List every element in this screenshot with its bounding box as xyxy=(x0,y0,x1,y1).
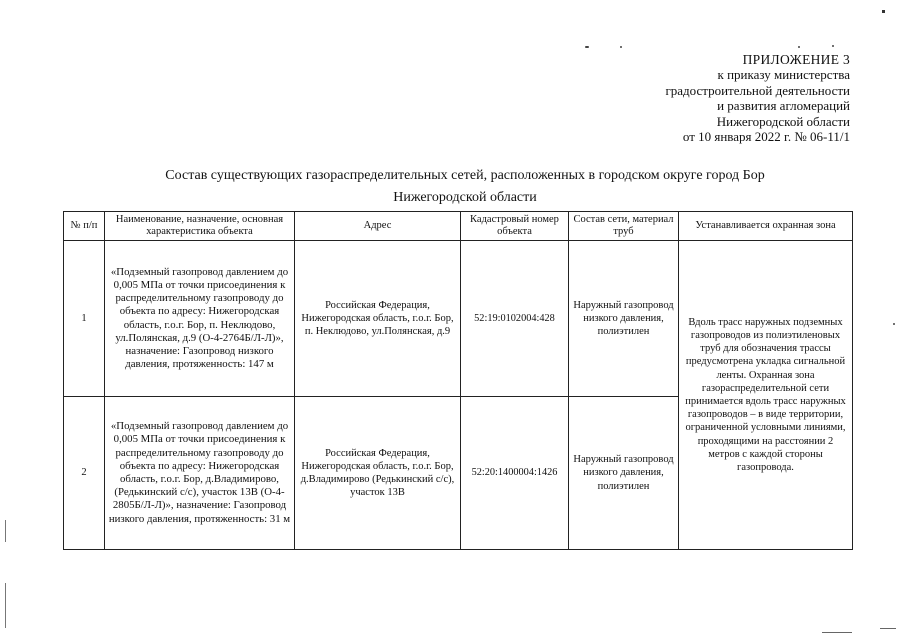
appendix-line: градостроительной деятельности xyxy=(665,82,850,98)
appendix-title: ПРИЛОЖЕНИЕ 3 xyxy=(742,52,850,67)
cell-num: 1 xyxy=(64,241,105,397)
scan-dot xyxy=(585,46,589,48)
header-address: Адрес xyxy=(295,212,461,241)
scan-dot xyxy=(893,323,895,325)
cell-address: Российская Федерация, Нижегородская область, г.о.г. Бор, п. Неклюдово, ул.Полянская, д.9 xyxy=(295,241,461,397)
scan-mark-top-right xyxy=(882,10,885,13)
scan-dot xyxy=(620,46,622,48)
cell-name: «Подземный газопровод давлением до 0,005 МПа от точки присоединения к распределительному газопроводу до объекта по адресу: Нижегородская область, г.о.г. Бор, д.Владимирово, (Редькинский с/с), участок 13В (О-4-2805Б/Л-Л)», назначение: Газопровод низкого давления, протяженность: 31 м xyxy=(105,397,295,550)
cell-cadastral: 52:20:1400004:1426 xyxy=(461,397,569,550)
scan-mark-bottom-right xyxy=(880,628,896,629)
appendix-line: к приказу министерства xyxy=(717,67,850,83)
cell-protection-zone: Вдоль трасс наружных подземных газопроводов из полиэтиленовых труб для обозначения трассы предусмотрена укладка сигнальной ленты. Охранная зона газораспределительной сети принимается вдоль трасс наружных газопроводов – в виде территории, ограниченной условными линиями, проходящими на расстоянии 2 метров с каждой стороны газопровода. xyxy=(679,241,853,550)
appendix-line: Нижегородской области xyxy=(716,113,850,129)
cell-composition: Наружный газопровод низкого давления, полиэтилен xyxy=(569,397,679,550)
cell-num: 2 xyxy=(64,397,105,550)
appendix-line: от 10 января 2022 г. № 06-11/1 xyxy=(682,129,850,145)
scan-mark-left xyxy=(5,583,6,628)
table-row xyxy=(64,241,853,397)
document-title-line: Нижегородской области xyxy=(393,190,537,205)
scan-dot xyxy=(798,46,800,48)
header-cadastral: Кадастровый номер объекта xyxy=(461,212,569,241)
header-num: № п/п xyxy=(64,212,105,241)
appendix-line: и развития агломераций xyxy=(717,98,850,114)
header-composition: Состав сети, материал труб xyxy=(569,212,679,241)
cell-cadastral: 52:19:0102004:428 xyxy=(461,241,569,397)
scan-mark-left xyxy=(5,520,6,542)
document-title-line: Состав существующих газораспределительных сетей, расположенных в городском округе город Бор xyxy=(165,168,765,183)
header-name: Наименование, назначение, основная характеристика объекта xyxy=(105,212,295,241)
document-title xyxy=(95,165,835,209)
cell-composition: Наружный газопровод низкого давления, полиэтилен xyxy=(569,241,679,397)
cell-name: «Подземный газопровод давлением до 0,005 МПа от точки присоединения к распределительному газопроводу до объекта по адресу: Нижегородская область, г.о.г. Бор, п. Неклюдово, ул.Полянская, д.9 (О-4-2764Б/Л-Л)», назначение: Газопровод низкого давления, протяженность: 147 м xyxy=(105,241,295,397)
header-zone: Устанавливается охранная зона xyxy=(679,212,853,241)
appendix-block xyxy=(665,52,850,144)
scan-dot xyxy=(832,45,834,47)
cell-address: Российская Федерация, Нижегородская область, г.о.г. Бор, д.Владимирово (Редькинский с/с), участок 13В xyxy=(295,397,461,550)
gas-networks-table xyxy=(63,211,853,550)
table-header-row xyxy=(64,212,853,241)
scan-mark-bottom-right xyxy=(822,632,852,633)
